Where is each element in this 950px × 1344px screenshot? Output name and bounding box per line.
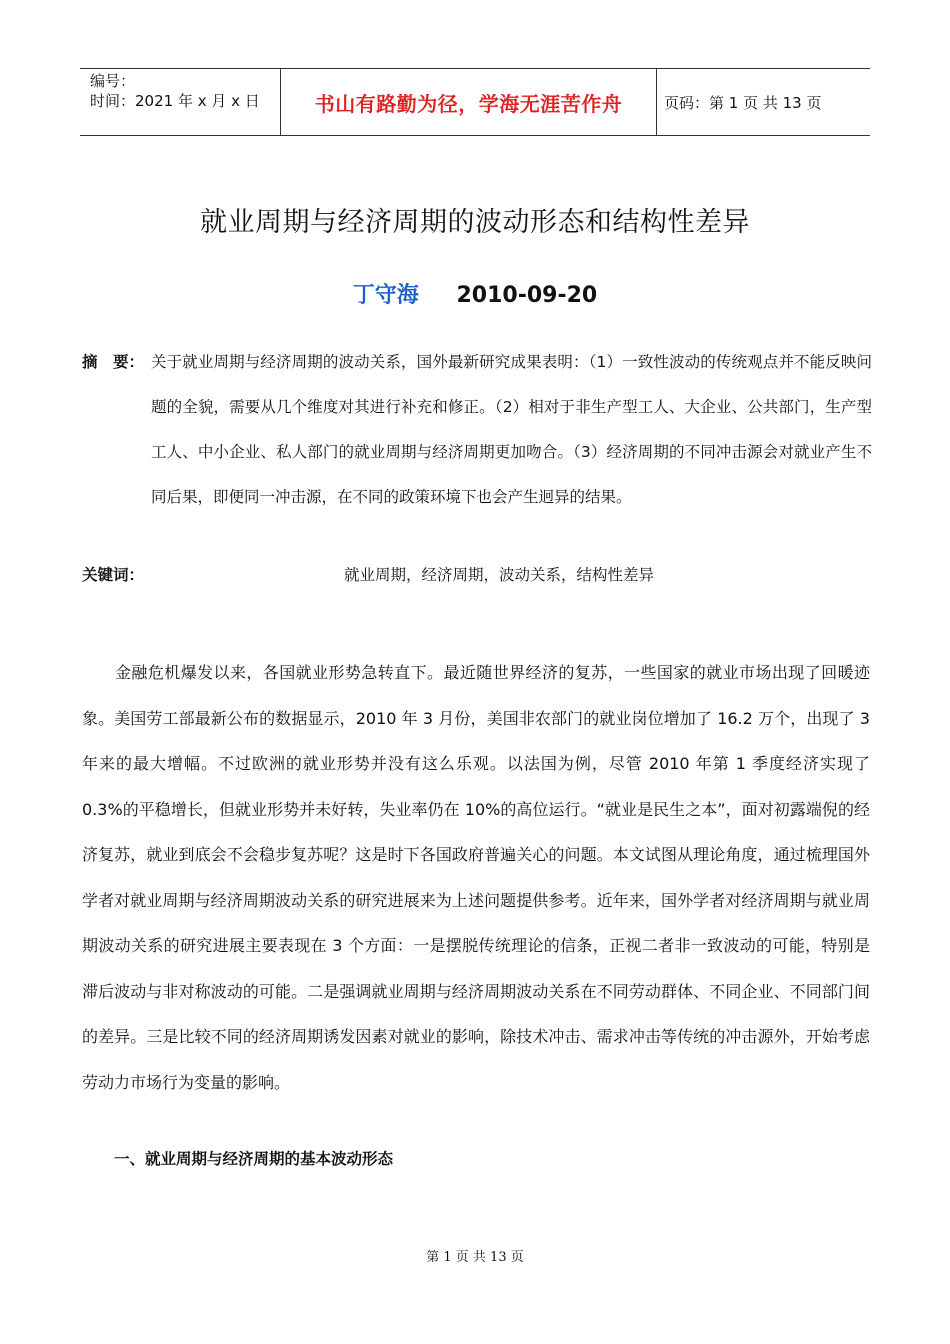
document-number-label: 编号：: [90, 72, 136, 90]
page-footer: 第 1 页 共 13 页: [426, 1250, 524, 1265]
article-date: 2010-09-20: [456, 283, 598, 308]
article-byline: [0, 278, 950, 309]
section-heading: 一、就业周期与经济周期的基本波动形态: [114, 1150, 394, 1168]
article-title: 就业周期与经济周期的波动形态和结构性差异: [200, 207, 750, 238]
abstract-block: [82, 340, 872, 520]
body-paragraph: 金融危机爆发以来，各国就业形势急转直下。最近随世界经济的复苏，一些国家的就业市场出现了回暖迹象。美国劳工部最新公布的数据显示，2010 年 3 月份，美国非农部门的就业岗位增加了 16.2 万个，出现了 3 年来的最大增幅。不过欧洲的就业形势并没有这么乐观。以法国为例，尽管 2010 年第 1 季度经济实现了 0.3%的平稳增长，但就业形势并未好转，失业率仍在 10%的高位运行。“就业是民生之本”，面对初露端倪的经济复苏，就业到底会不会稳步复苏呢？这是时下各国政府普遍关心的问题。本文试图从理论角度，通过梳理国外学者对就业周期与经济周期波动关系的研究进展来为上述问题提供参考。近年来，国外学者对经济周期与就业周期波动关系的研究进展主要表现在 3 个方面：一是摆脱传统理论的信条，正视二者非一致波动的可能，特别是滞后波动与非对称波动的可能。二是强调就业周期与经济周期波动关系在不同劳动群体、不同企业、不同部门间的差异。三是比较不同的经济周期诱发因素对就业的影响，除技术冲击、需求冲击等传统的冲击源外，开始考虑劳动力市场行为变量的影响。: [82, 663, 870, 1092]
header-page-cell: [657, 69, 870, 135]
page-header: [80, 68, 870, 136]
keywords-label: 关键词：: [82, 566, 145, 584]
header-page-info: 页码：第 1 页 共 13 页: [664, 93, 822, 112]
header-motto: 书山有路勤为径，学海无涯苦作舟: [314, 91, 623, 116]
document-time-label: 时间：2021 年 x 月 x 日: [90, 92, 260, 110]
abstract-label: 摘 要：: [82, 353, 145, 371]
article-author: 丁守海: [352, 283, 419, 308]
header-meta-cell: [80, 69, 281, 135]
keywords-text: 就业周期，经济周期，波动关系，结构性差异: [344, 566, 655, 584]
header-motto-cell: [281, 69, 657, 135]
abstract-text: 关于就业周期与经济周期的波动关系，国外最新研究成果表明：（1）一致性波动的传统观点并不能反映问题的全貌，需要从几个维度对其进行补充和修正。（2）相对于非生产型工人、大企业、公共部门，生产型工人、中小企业、私人部门的就业周期与经济周期更加吻合。（3）经济周期的不同冲击源会对就业产生不同后果，即便同一冲击源，在不同的政策环境下也会产生迥异的结果。: [151, 353, 872, 506]
